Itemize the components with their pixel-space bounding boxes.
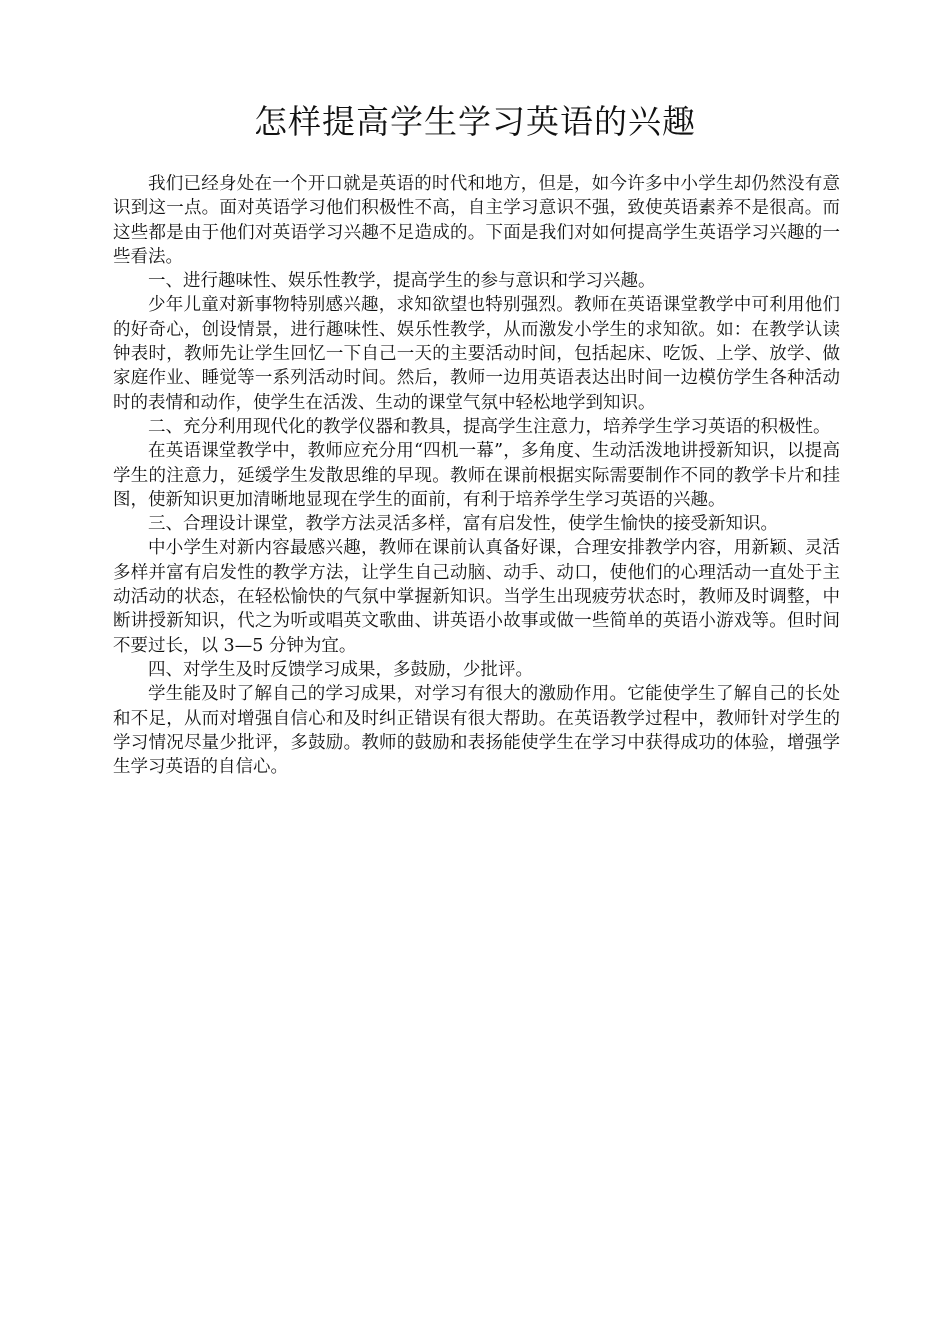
section-paragraph-2: 在英语课堂教学中，教师应充分用“四机一幕”，多角度、生动活泼地讲授新知识，以提高学生的注意力，延缓学生发散思维的早现。教师在课前根据实际需要制作不同的教学卡片和挂图，使新知识更加清晰地显现在学生的面前，有利于培养学生学习英语的兴趣。 [113,441,840,510]
section-heading-4: 四、对学生及时反馈学习成果，多鼓励，少批评。 [148,659,533,680]
section-paragraph-3: 中小学生对新内容最感兴趣，教师在课前认真备好课，合理安排教学内容，用新颖、灵活多样并富有启发性的教学方法，让学生自己动脑、动手、动口，使他们的心理活动一直处于主动活动的状态，在轻松愉快的气氛中掌握新知识。当学生出现疲劳状态时，教师及时调整，中断讲授新知识，代之为听或唱英文歌曲、讲英语小故事或做一些简单的英语小游戏等。但时间不要过长，以 3—5 分钟为宜。 [113,538,840,656]
section-heading-3: 三、合理设计课堂，教学方法灵活多样，富有启发性，使学生愉快的接受新知识。 [148,514,778,535]
intro-paragraph: 我们已经身处在一个开口就是英语的时代和地方，但是，如今许多中小学生却仍然没有意识到这一点。面对英语学习他们积极性不高，自主学习意识不强，致使英语素养不是很高。而这些都是由于他们对英语学习兴趣不足造成的。下面是我们对如何提高学生英语学习兴趣的一些看法。 [113,174,840,267]
section-heading-2: 二、充分利用现代化的教学仪器和教具，提高学生注意力，培养学生学习英语的积极性。 [148,416,831,437]
section-paragraph-4: 学生能及时了解自己的学习成果，对学习有很大的激励作用。它能使学生了解自己的长处和不足，从而对增强自信心和及时纠正错误有很大帮助。在英语教学过程中，教师针对学生的学习情况尽量少批评，多鼓励。教师的鼓励和表扬能使学生在学习中获得成功的体验，增强学生学习英语的自信心。 [113,684,840,778]
document-title: 怎样提高学生学习英语的兴趣 [254,102,696,141]
section-heading-1: 一、进行趣味性、娱乐性教学，提高学生的参与意识和学习兴趣。 [148,271,656,292]
section-paragraph-1: 少年儿童对新事物特别感兴趣，求知欲望也特别强烈。教师在英语课堂教学中可利用他们的好奇心，创设情景，进行趣味性、娱乐性教学，从而激发小学生的求知欲。如：在教学认读钟表时，教师先让学生回忆一下自己一天的主要活动时间，包括起床、吃饭、上学、放学、做家庭作业、睡觉等一系列活动时间。然后，教师一边用英语表达出时间一边模仿学生各种活动时的表情和动作，使学生在活泼、生动的课堂气氛中轻松地学到知识。 [113,295,840,413]
document-body [113,172,840,779]
